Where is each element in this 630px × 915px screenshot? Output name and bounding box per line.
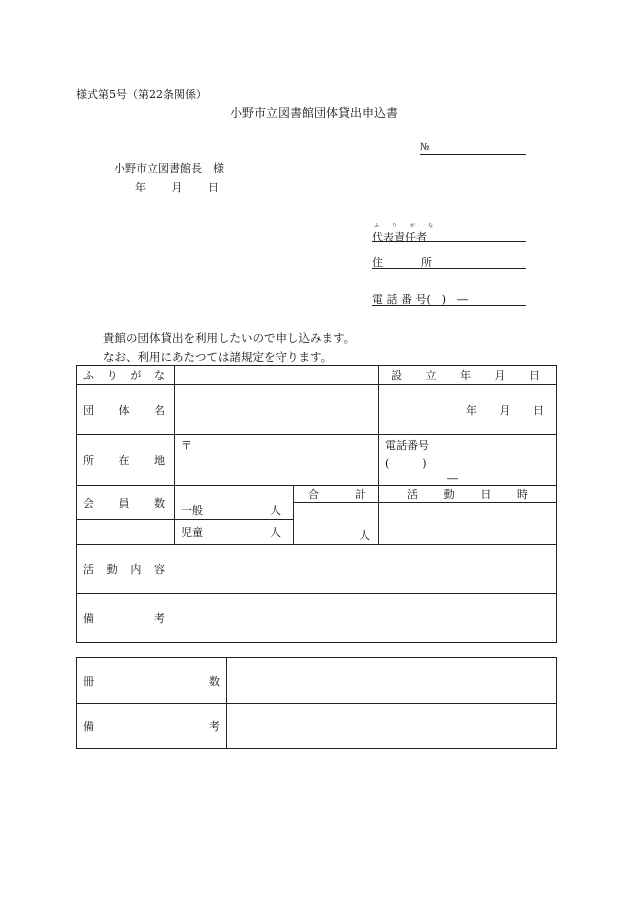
number-field[interactable] [420,140,526,155]
phone-field[interactable] [372,291,526,306]
activity-content-label-cell [77,545,175,594]
volumes-input[interactable] [227,658,557,704]
form-number: 様式第5号（第22条関係） [76,88,207,101]
established-char-1: 設 [391,369,402,382]
established-char-3: 年 [460,369,471,382]
group-name-char-1: 団 [83,403,94,417]
activity-time-char-3: 日 [480,488,492,501]
furigana-char-2: り [106,369,118,382]
applicant-phone-label: 電 話 番 号( ) ― [372,293,469,306]
representative-furigana-2: り [392,223,398,229]
date-month: 月 [171,181,183,194]
volumes-label-cell [77,658,227,704]
date-year: 年 [135,181,146,194]
activity-time-char-4: 時 [516,488,528,501]
remarks-char-2: 考 [154,612,165,625]
no-label: № [420,142,430,153]
library-remarks-label-cell [77,704,227,749]
furigana-label-cell [77,366,175,385]
postal-mark: 〒 [181,439,192,452]
activity-content-char-1: 活 [83,563,94,576]
total-char-1: 合 [308,488,319,501]
statement-line-2: なお、利用にあたつては諸規定を守ります。 [103,350,333,364]
form-title: 小野市立図書館団体貸出申込書 [230,106,399,120]
members-char-3: 数 [154,496,165,510]
remarks-input[interactable] [175,594,557,643]
activity-content-input[interactable] [175,545,557,594]
established-label-cell [379,366,557,385]
group-name-char-2: 体 [118,403,130,417]
remarks-label-cell [77,594,175,643]
furigana-char-4: な [153,369,165,382]
address-label-2: 所 [421,256,432,269]
library-use-table [76,657,557,749]
activity-content-char-3: 内 [130,563,142,576]
total-unit: 人 [359,529,370,542]
statement-line-1: 貴館の団体貸出を利用したいので申し込みます。 [103,331,356,345]
general-unit: 人 [270,504,281,517]
children-unit: 人 [270,526,281,539]
total-label-cell [294,486,379,503]
library-remarks-input[interactable] [227,704,557,749]
location-char-2: 在 [118,454,130,467]
activity-content-char-2: 動 [106,563,118,576]
established-year: 年 [466,403,477,417]
children-members-input[interactable] [175,520,293,544]
address-label-1: 住 [372,256,383,269]
activity-time-input[interactable] [379,503,557,545]
application-table [76,365,557,643]
general-label: 一般 [181,504,203,517]
location-char-1: 所 [83,454,94,467]
members-label-cell [77,486,175,520]
total-members-input[interactable] [294,503,379,545]
established-date-input[interactable] [379,385,557,435]
volumes-char-2: 数 [209,674,220,688]
furigana-char-3: が [130,369,142,382]
activity-time-char-2: 動 [443,488,455,501]
children-row [77,520,294,545]
library-remarks-char-1: 備 [83,720,94,733]
remarks-char-1: 備 [83,612,94,625]
children-label: 児童 [181,526,203,539]
established-char-4: 月 [494,369,506,382]
addressee: 小野市立図書館長 様 [114,162,224,175]
date-line [135,179,219,195]
group-name-char-3: 名 [154,403,165,417]
volumes-char-1: 冊 [83,674,94,688]
representative-furigana-3: が [410,223,416,229]
established-char-5: 日 [529,369,540,382]
library-remarks-char-2: 考 [209,720,220,733]
furigana-char-1: ふ [83,369,94,382]
representative-field[interactable] [372,223,526,244]
representative-furigana-1: ふ [374,223,380,229]
members-char-2: 員 [118,496,130,510]
group-name-label-cell [77,385,175,435]
group-phone-paren: ( ) [385,457,427,470]
representative-furigana-4: な [428,223,434,229]
established-day: 日 [533,403,544,417]
location-char-3: 地 [154,454,165,467]
group-phone-dash: ― [447,472,458,485]
group-phone-label: 電話番号 [385,439,429,452]
location-label-cell [77,435,175,486]
furigana-input[interactable] [175,366,379,385]
established-char-2: 立 [425,369,437,382]
location-input[interactable] [175,435,379,486]
general-members-input[interactable] [175,486,294,520]
total-char-2: 計 [355,488,366,501]
date-day: 日 [208,181,219,194]
representative-label: 代表責任者 [372,231,427,244]
activity-time-char-1: 活 [407,488,418,501]
group-name-input[interactable] [175,385,379,435]
activity-time-label-cell [379,486,557,503]
address-field[interactable] [372,254,526,269]
members-char-1: 会 [83,496,94,510]
activity-content-char-4: 容 [153,563,165,576]
group-phone-input[interactable] [379,435,557,486]
established-month: 月 [499,403,511,417]
